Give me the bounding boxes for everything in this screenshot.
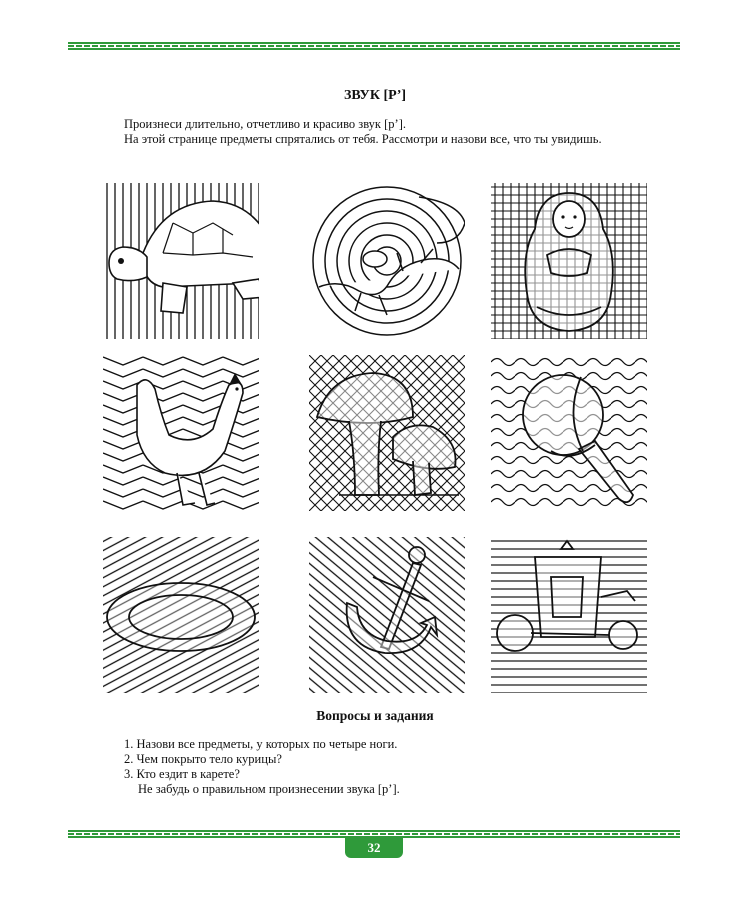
question-item: 3. Кто ездит в карете? bbox=[124, 767, 240, 781]
lizard-icon bbox=[309, 183, 465, 339]
tile-anchor bbox=[309, 537, 465, 693]
questions-list bbox=[124, 737, 644, 797]
page-number: 32 bbox=[345, 838, 403, 858]
tile-lizard bbox=[309, 183, 465, 339]
anchor-icon bbox=[309, 537, 465, 693]
rattle-icon bbox=[491, 355, 647, 511]
page-title: ЗВУК [Р’] bbox=[343, 88, 407, 103]
question-item: 2. Чем покрыто тело курицы? bbox=[124, 752, 282, 766]
questions-title: Вопросы и задания bbox=[316, 708, 434, 723]
matryoshka-icon bbox=[491, 183, 647, 339]
top-decorative-band bbox=[68, 42, 680, 50]
mushrooms-icon bbox=[309, 355, 465, 511]
intro-line-1: Произнеси длительно, отчетливо и красиво звук [р’]. bbox=[124, 117, 406, 131]
question-item: 1. Назови все предметы, у которых по четыре ноги. bbox=[124, 737, 398, 751]
rooster-icon bbox=[103, 355, 259, 511]
bottom-decorative-band bbox=[68, 830, 680, 838]
tile-mushrooms bbox=[309, 355, 465, 511]
tile-rattle bbox=[491, 355, 647, 511]
carriage-icon bbox=[491, 537, 647, 693]
tile-turtle bbox=[103, 183, 259, 339]
tile-rooster bbox=[103, 355, 259, 511]
intro-text bbox=[124, 117, 684, 147]
tile-matryoshka bbox=[491, 183, 647, 339]
intro-line-2: На этой странице предметы спрятались от тебя. Рассмотри и назови все, что ты увидишь. bbox=[124, 132, 602, 146]
tile-carriage bbox=[491, 537, 647, 693]
tile-plate bbox=[103, 537, 259, 693]
turtle-icon bbox=[103, 183, 259, 339]
plate-icon bbox=[103, 537, 259, 693]
question-note: Не забудь о правильном произнесении звука [р’]. bbox=[138, 782, 400, 796]
